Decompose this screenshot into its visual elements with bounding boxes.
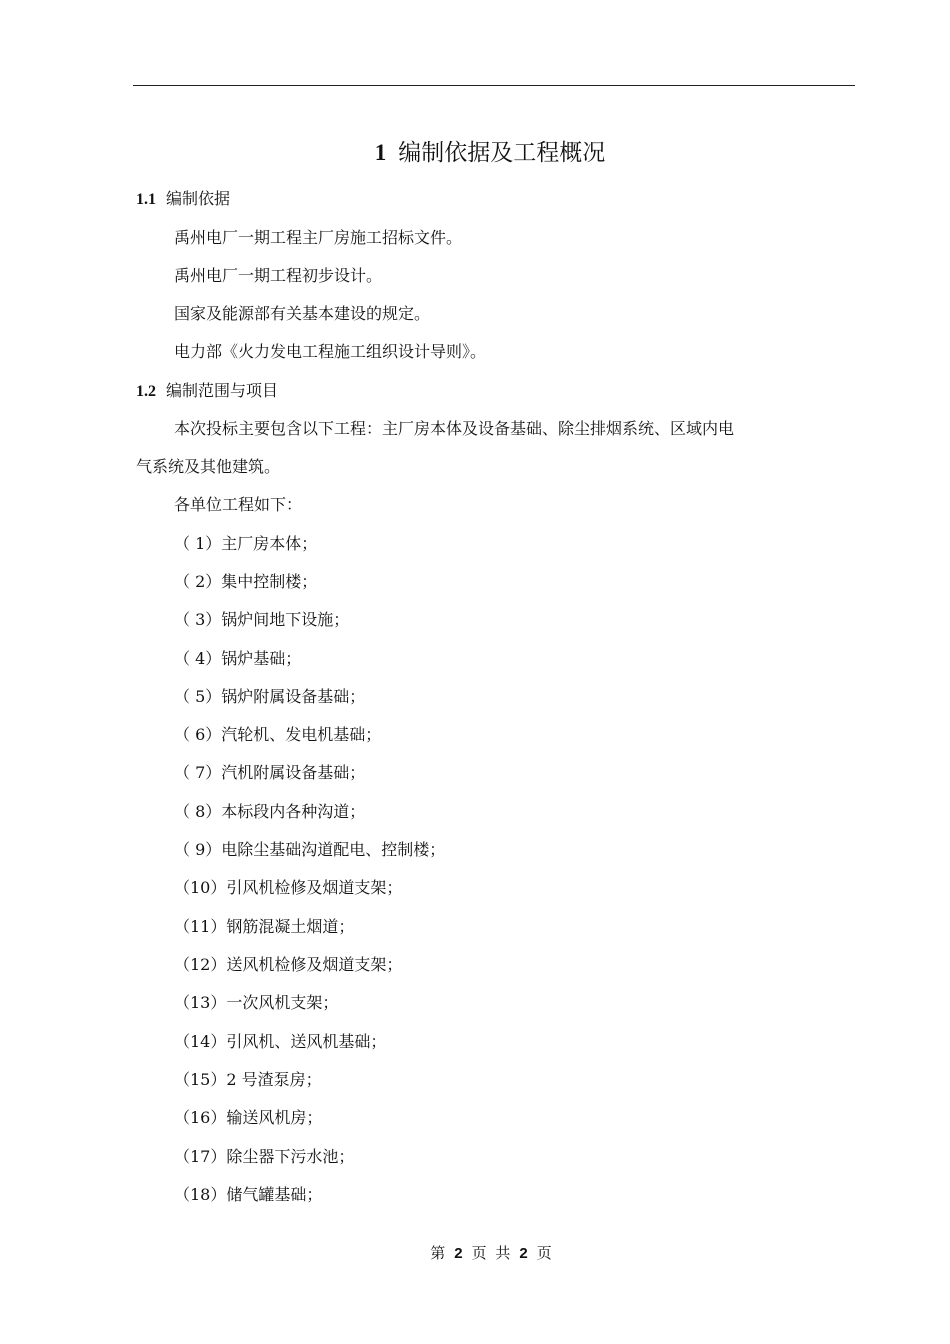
- section-title: 编制范围与项目: [166, 381, 279, 400]
- list-item: （13）一次风机支架；: [174, 993, 339, 1012]
- list-item: （11）钢筋混凝土烟道；: [174, 917, 355, 936]
- list-item: （ 8）本标段内各种沟道；: [174, 802, 366, 821]
- list-item: （12）送风机检修及烟道支架；: [174, 955, 403, 974]
- list-item: （14）引风机、送风机基础；: [174, 1032, 387, 1051]
- scope-paragraph-line: 气系统及其他建筑。: [136, 457, 281, 476]
- list-item: （ 9）电除尘基础沟道配电、控制楼；: [174, 840, 446, 859]
- section-heading-1-1: [136, 188, 230, 211]
- current-page-number: 2: [454, 1245, 463, 1262]
- list-item: （17）除尘器下污水池；: [174, 1147, 355, 1166]
- section-number: 1.1: [136, 191, 156, 208]
- basis-item: 禹州电厂一期工程初步设计。: [174, 266, 383, 285]
- basis-item: 电力部《火力发电工程施工组织设计导则》。: [174, 342, 487, 361]
- scope-paragraph-line: 本次投标主要包含以下工程：主厂房本体及设备基础、除尘排烟系统、区域内电: [174, 419, 735, 438]
- list-item: （10）引风机检修及烟道支架；: [174, 878, 403, 897]
- unit-list-intro: 各单位工程如下：: [174, 495, 303, 514]
- basis-item: 国家及能源部有关基本建设的规定。: [174, 304, 431, 323]
- list-item: （ 6）汽轮机、发电机基础；: [174, 725, 382, 744]
- list-item: （ 5）锅炉附属设备基础；: [174, 687, 366, 706]
- section-heading-1-2: [136, 380, 278, 403]
- list-item: （ 2）集中控制楼；: [174, 572, 318, 591]
- list-item: （ 3）锅炉间地下设施；: [174, 610, 350, 629]
- list-item: （ 1）主厂房本体；: [174, 534, 318, 553]
- chapter-number: 1: [374, 140, 387, 165]
- footer-total-word: 共: [495, 1244, 511, 1262]
- section-title: 编制依据: [166, 189, 231, 208]
- footer-page-word: 页: [471, 1244, 487, 1262]
- chapter-title-text: 编制依据及工程概况: [398, 140, 606, 166]
- header-rule: [133, 85, 855, 86]
- footer-prefix: 第: [430, 1244, 446, 1262]
- list-item: （16）输送风机房；: [174, 1108, 323, 1127]
- total-page-number: 2: [519, 1245, 528, 1262]
- chapter-title: [0, 138, 950, 168]
- list-item: （ 7）汽机附属设备基础；: [174, 763, 366, 782]
- list-item: （ 4）锅炉基础；: [174, 649, 302, 668]
- footer-suffix: 页: [536, 1244, 552, 1262]
- basis-item: 禹州电厂一期工程主厂房施工招标文件。: [174, 228, 463, 247]
- list-item: （15）2 号渣泵房；: [174, 1070, 322, 1089]
- section-number: 1.2: [136, 383, 156, 400]
- page-footer: [0, 1243, 950, 1264]
- list-item: （18）储气罐基础；: [174, 1185, 323, 1204]
